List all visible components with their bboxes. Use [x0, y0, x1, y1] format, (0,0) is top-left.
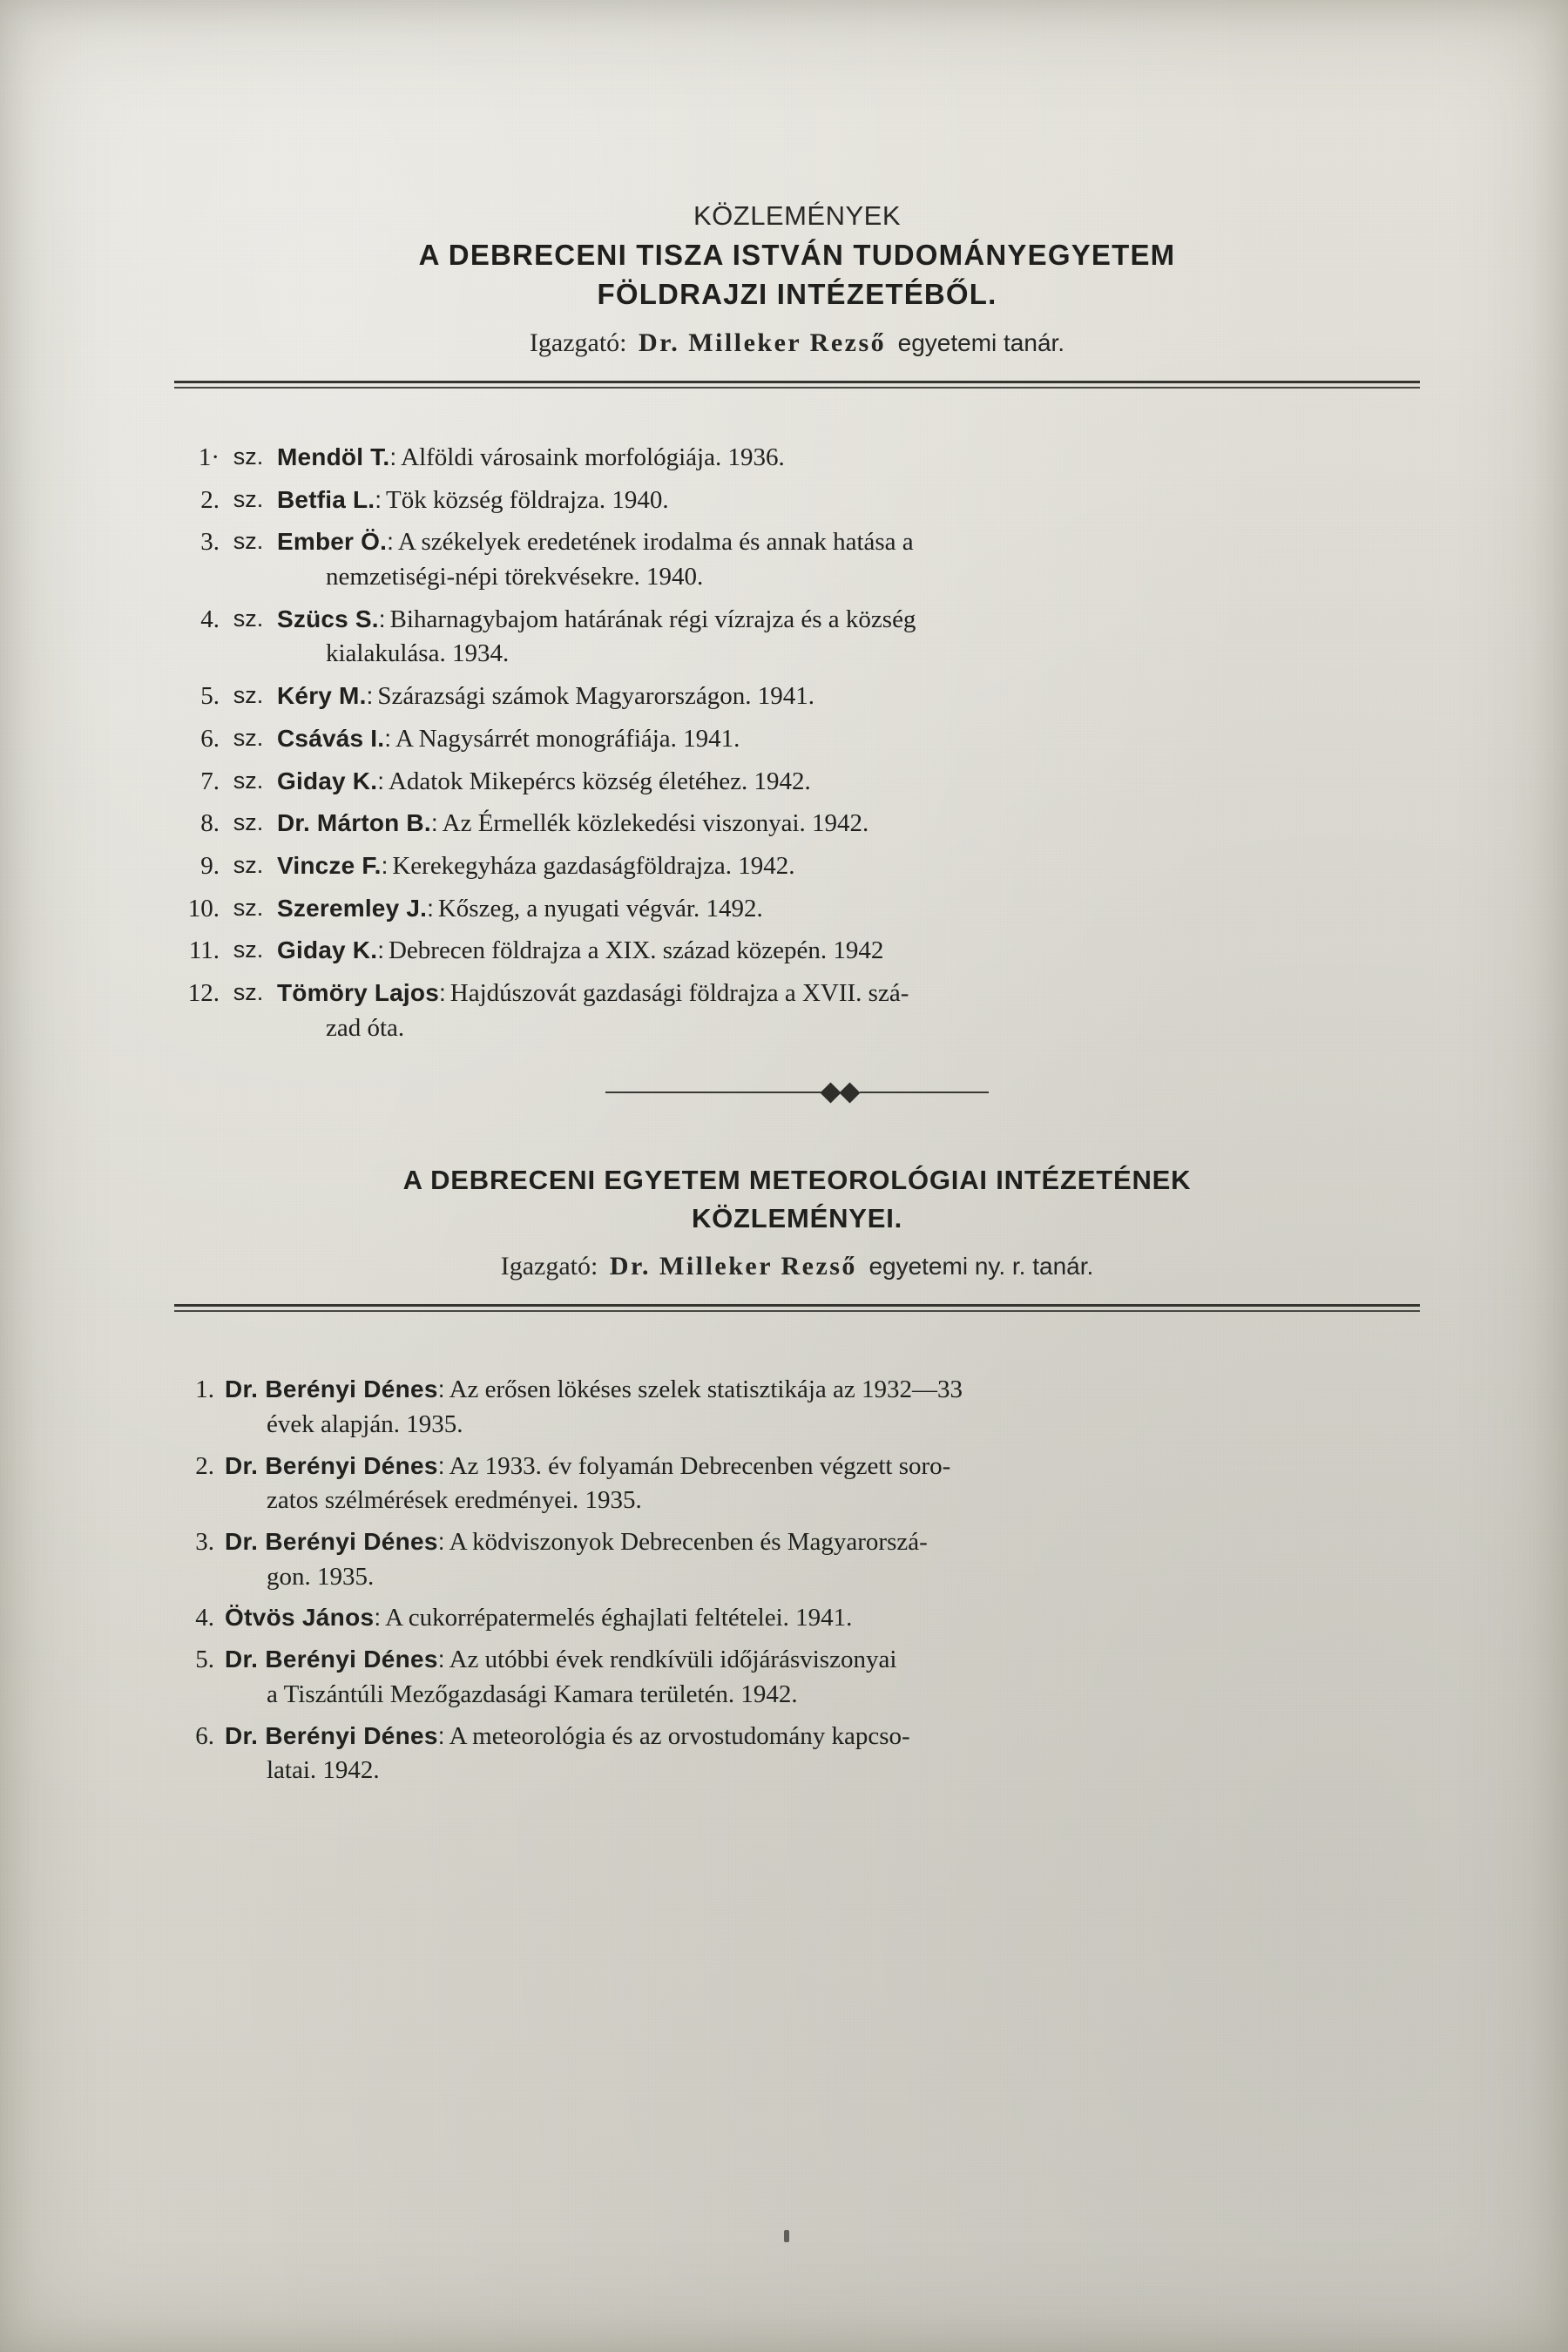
item-body: [277, 604, 1420, 671]
item-separator: :: [389, 443, 397, 470]
item-separator: :: [430, 809, 438, 837]
section-one-divider-rule: [174, 381, 1420, 389]
item-body: [277, 766, 1420, 799]
item-number: 11.: [188, 936, 220, 965]
list-item: [174, 850, 1420, 883]
section-one-director-suffix: egyetemi tanár.: [897, 329, 1065, 356]
item-text-continuation: évek alapján. 1935.: [267, 1410, 463, 1438]
item-separator: :: [377, 936, 384, 964]
item-number: 2.: [200, 485, 220, 514]
item-text: Az erősen lökéses szelek statisztikája az 1932—33: [449, 1375, 963, 1404]
item-body: [277, 935, 1420, 968]
item-text-continuation: kialakulása. 1934.: [326, 639, 510, 668]
list-item: [174, 526, 1420, 593]
item-text-continuation: zatos szélmérések eredményei. 1935.: [267, 1486, 642, 1515]
document-content: [174, 200, 1420, 1796]
item-text-continuation: latai. 1942.: [267, 1756, 380, 1785]
item-text: Kőszeg, a nyugati végvár. 1492.: [437, 894, 763, 923]
list-item: [174, 935, 1420, 968]
item-text: Tök község földrajza. 1940.: [386, 485, 669, 514]
item-body: [277, 808, 1420, 841]
item-text-continuation: zad óta.: [326, 1013, 405, 1042]
item-sz-label: sz.: [233, 528, 264, 555]
item-author: Giday K.: [277, 767, 378, 794]
section-two-title-line-2: KÖZLEMÉNYEI.: [691, 1203, 903, 1234]
item-separator: :: [366, 682, 374, 710]
list-item: [174, 1374, 1420, 1441]
item-number: 3.: [200, 528, 220, 557]
divider-diamond-right: [839, 1083, 860, 1104]
item-text-continuation: nemzetiségi-népi törekvésekre. 1940.: [326, 563, 704, 591]
item-author: Ember Ö.: [277, 528, 388, 556]
item-number: 9.: [200, 851, 220, 880]
item-body: [225, 1374, 1420, 1441]
list-item: [174, 680, 1420, 713]
item-separator: :: [374, 1604, 382, 1632]
section-one-director-label: Igazgató:: [529, 328, 627, 357]
list-item: [174, 1450, 1420, 1517]
divider-bar-left: [605, 1092, 825, 1093]
item-text-continuation: a Tiszántúli Mezőgazdasági Kamara területén. 1942.: [267, 1680, 798, 1708]
item-number: 3.: [195, 1528, 214, 1557]
item-sz-label: sz.: [233, 682, 264, 709]
section-two-director-label: Igazgató:: [500, 1252, 598, 1281]
diamond-divider-icon: [605, 1081, 989, 1104]
section-one-header: [174, 200, 1420, 358]
item-author: Szücs S.: [277, 605, 379, 632]
item-separator: :: [377, 767, 384, 794]
item-author: Szeremley J.: [277, 894, 428, 922]
list-item: [174, 766, 1420, 799]
item-text: Debrecen földrajza a XIX. század közepén. 1942: [388, 936, 884, 965]
item-sz-label: sz.: [233, 936, 264, 963]
section-two-director-name: Dr. Milleker Rezső: [609, 1252, 857, 1281]
item-separator: :: [384, 724, 392, 752]
page-footer-mark: [784, 2230, 789, 2242]
list-item: [174, 442, 1420, 475]
item-separator: :: [387, 528, 394, 556]
item-body: [225, 1526, 1420, 1593]
item-text: Szárazsági számok Magyarországon. 1941.: [377, 682, 815, 711]
section-two-director-line: [174, 1252, 1420, 1281]
item-sz-label: sz.: [233, 851, 264, 878]
item-body: [225, 1644, 1420, 1711]
item-author: Ötvös János: [225, 1604, 375, 1632]
item-body: [277, 680, 1420, 713]
section-one-director-line: [174, 328, 1420, 358]
list-item: [174, 808, 1420, 841]
item-number: 5.: [195, 1646, 214, 1674]
item-separator: :: [437, 1646, 445, 1673]
section-two-header: [174, 1165, 1420, 1281]
item-text: Adatok Mikepércs község életéhez. 1942.: [388, 767, 811, 795]
item-number: 6.: [200, 724, 220, 753]
item-text-continuation: gon. 1935.: [267, 1562, 375, 1591]
item-number: 5.: [200, 682, 220, 711]
item-author: Tömöry Lajos: [277, 978, 439, 1006]
item-number: 8.: [200, 809, 220, 838]
item-text: Biharnagybajom határának régi vízrajza és a község: [389, 605, 916, 633]
item-body: [277, 526, 1420, 593]
item-sz-label: sz.: [233, 605, 264, 632]
list-item: [174, 604, 1420, 671]
list-item: [174, 1644, 1420, 1711]
section-two-title-line-1: A DEBRECENI EGYETEM METEOROLÓGIAI INTÉZETÉNEK: [402, 1165, 1192, 1196]
item-text: Alföldi városaink morfológiája. 1936.: [401, 443, 785, 471]
section-one-director-name: Dr. Milleker Rezső: [639, 328, 887, 357]
item-separator: :: [437, 1375, 445, 1403]
item-text: Kerekegyháza gazdaságföldrajza. 1942.: [392, 851, 795, 880]
item-author: Mendöl T.: [277, 443, 390, 470]
item-body: [277, 484, 1420, 517]
item-separator: :: [375, 485, 382, 513]
item-text: Hajdúszovát gazdasági földrajza a XVII. szá-: [449, 978, 909, 1007]
item-separator: :: [381, 851, 389, 879]
item-author: Giday K.: [277, 936, 378, 964]
item-separator: :: [439, 978, 446, 1006]
item-sz-label: sz.: [233, 809, 264, 836]
item-author: Dr. Berényi Dénes: [225, 1451, 438, 1479]
item-body: [277, 893, 1420, 926]
list-item: [174, 893, 1420, 926]
item-separator: :: [378, 605, 386, 632]
item-sz-label: sz.: [233, 443, 264, 470]
list-item: [174, 1720, 1420, 1788]
section-one-publication-list: [174, 442, 1420, 1044]
item-number: 6.: [195, 1721, 214, 1750]
item-number: 2.: [195, 1451, 214, 1480]
item-separator: :: [437, 1451, 445, 1479]
list-item: [174, 1602, 1420, 1635]
list-item: [174, 723, 1420, 756]
item-sz-label: sz.: [233, 978, 264, 1005]
item-body: [277, 977, 1420, 1044]
item-text: A ködviszonyok Debrecenben és Magyarorszá-: [449, 1528, 928, 1557]
item-text: Az utóbbi évek rendkívüli időjárásviszonyai: [449, 1646, 897, 1674]
item-text: Az 1933. év folyamán Debrecenben végzett soro-: [449, 1451, 951, 1480]
divider-bar-right: [860, 1092, 989, 1093]
item-author: Vincze F.: [277, 851, 382, 879]
item-text: A székelyek eredetének irodalma és annak hatása a: [397, 528, 914, 557]
item-body: [225, 1720, 1420, 1788]
list-item: [174, 484, 1420, 517]
section-one-title-line-3: FÖLDRAJZI INTÉZETÉBŐL.: [597, 278, 997, 310]
item-author: Dr. Berényi Dénes: [225, 1646, 438, 1673]
section-two-divider-rule: [174, 1304, 1420, 1313]
item-text: A Nagysárrét monográfiája. 1941.: [395, 724, 740, 753]
section-two-director-suffix: egyetemi ny. r. tanár.: [868, 1253, 1094, 1281]
item-sz-label: sz.: [233, 724, 264, 751]
section-one-title-line-1: KÖZLEMÉNYEK: [693, 200, 902, 231]
divider-diamond-left: [820, 1083, 841, 1104]
item-author: Kéry M.: [277, 682, 367, 710]
item-separator: :: [437, 1528, 445, 1556]
item-number: 10.: [187, 894, 220, 923]
item-author: Dr. Berényi Dénes: [225, 1375, 438, 1403]
item-body: [277, 723, 1420, 756]
item-number: 1.: [195, 1375, 214, 1404]
list-item: [174, 977, 1420, 1044]
item-author: Dr. Berényi Dénes: [225, 1528, 438, 1556]
item-sz-label: sz.: [233, 767, 264, 794]
item-number: 4.: [200, 605, 220, 633]
item-sz-label: sz.: [233, 894, 264, 921]
item-author: Dr. Berényi Dénes: [225, 1721, 438, 1749]
item-author: Csávás I.: [277, 724, 385, 752]
item-body: [277, 850, 1420, 883]
item-number: 1·: [198, 443, 220, 471]
item-body: [277, 442, 1420, 475]
section-two-publication-list: [174, 1374, 1420, 1788]
item-number: 7.: [200, 767, 220, 795]
item-text: A cukorrépatermelés éghajlati feltételei. 1941.: [385, 1604, 853, 1632]
item-body: [225, 1602, 1420, 1635]
item-number: 12.: [187, 978, 220, 1007]
item-sz-label: sz.: [233, 485, 264, 512]
list-item: [174, 1526, 1420, 1593]
item-number: 4.: [195, 1604, 214, 1632]
item-text: Az Érmellék közlekedési viszonyai. 1942.: [442, 809, 869, 838]
item-author: Dr. Márton B.: [277, 809, 431, 837]
item-separator: :: [427, 894, 434, 922]
item-separator: :: [437, 1721, 445, 1749]
section-one-title-line-2: A DEBRECENI TISZA ISTVÁN TUDOMÁNYEGYETEM: [418, 239, 1176, 271]
item-text: A meteorológia és az orvostudomány kapcso-: [449, 1721, 910, 1750]
item-body: [225, 1450, 1420, 1517]
item-author: Betfia L.: [277, 485, 375, 513]
